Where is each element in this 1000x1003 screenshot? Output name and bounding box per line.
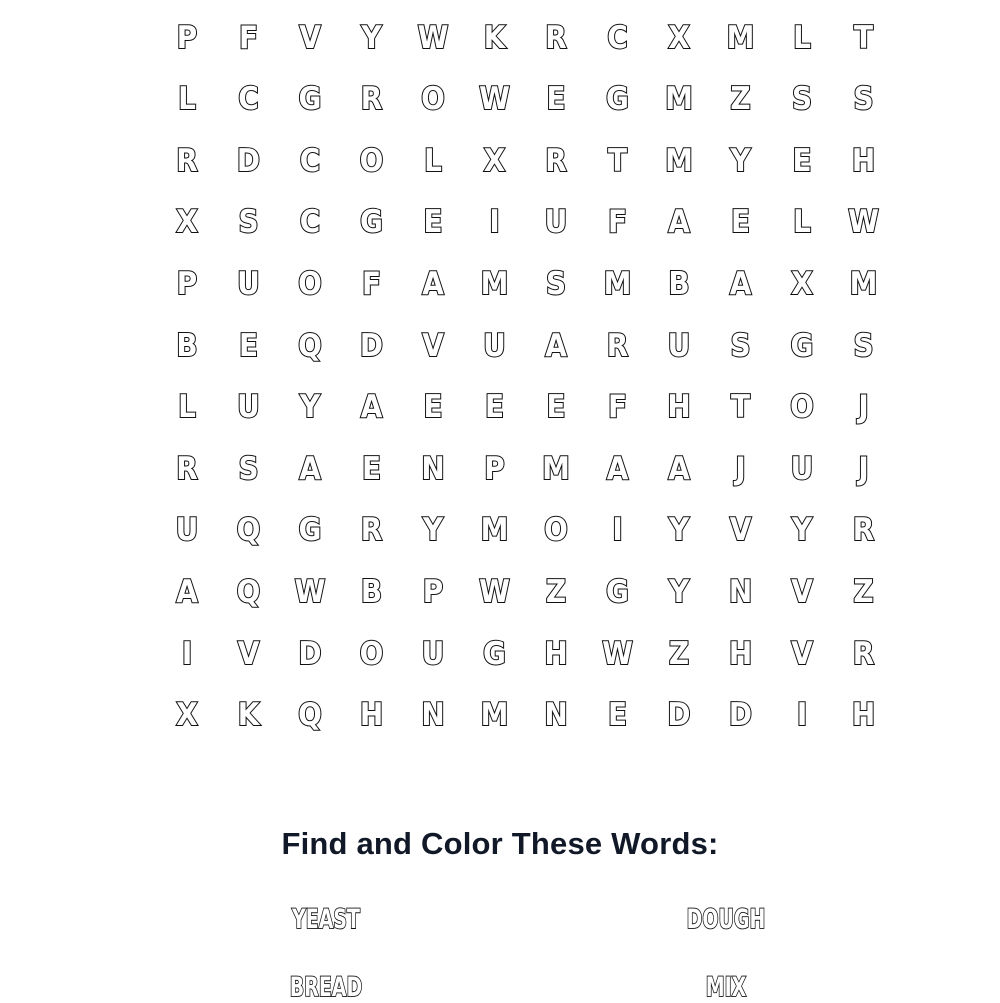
grid-letter[interactable]: A: [729, 265, 752, 302]
grid-letter[interactable]: E: [423, 389, 443, 426]
grid-letter[interactable]: A: [606, 450, 629, 487]
grid-letter[interactable]: N: [728, 573, 753, 610]
grid-letter[interactable]: W: [417, 19, 449, 56]
grid-letter[interactable]: Y: [730, 142, 751, 179]
grid-letter[interactable]: D: [667, 697, 691, 734]
grid-letter[interactable]: N: [421, 450, 445, 487]
grid-letter[interactable]: M: [542, 450, 570, 487]
grid-letter[interactable]: H: [728, 635, 753, 672]
grid-letter[interactable]: D: [728, 697, 753, 734]
grid-letter[interactable]: C: [299, 204, 321, 241]
grid-letter[interactable]: F: [361, 265, 382, 302]
grid-letter[interactable]: Z: [730, 81, 751, 118]
grid-letter[interactable]: L: [793, 204, 811, 241]
grid-letter[interactable]: T: [607, 142, 628, 179]
grid-letter[interactable]: U: [237, 265, 260, 302]
grid-letter[interactable]: I: [489, 204, 500, 241]
grid-letter[interactable]: Q: [236, 512, 261, 549]
grid-letter[interactable]: E: [792, 142, 812, 179]
grid-letter[interactable]: R: [360, 512, 383, 549]
grid-letter[interactable]: J: [735, 450, 746, 487]
grid-letter[interactable]: A: [360, 389, 383, 426]
grid-letter[interactable]: E: [423, 204, 443, 241]
grid-letter[interactable]: B: [668, 265, 690, 302]
word-dough: DOUGH: [686, 904, 766, 935]
grid-letter[interactable]: V: [729, 512, 752, 549]
grid-letter[interactable]: H: [544, 635, 568, 672]
grid-letter[interactable]: P: [176, 265, 198, 302]
grid-letter[interactable]: E: [607, 697, 628, 734]
grid-letter[interactable]: A: [299, 450, 321, 487]
grid-letter[interactable]: W: [479, 81, 510, 118]
grid-letter[interactable]: X: [483, 142, 506, 179]
grid-letter[interactable]: X: [176, 204, 198, 241]
grid-letter[interactable]: V: [791, 635, 813, 672]
grid-letter[interactable]: S: [791, 81, 813, 118]
grid-letter[interactable]: R: [176, 450, 198, 487]
grid-letter[interactable]: P: [484, 450, 505, 487]
grid-letter[interactable]: M: [603, 265, 632, 302]
grid-letter[interactable]: G: [790, 327, 814, 364]
grid-letter[interactable]: M: [665, 81, 693, 118]
grid-letter[interactable]: W: [848, 204, 879, 241]
grid-letter[interactable]: I: [796, 697, 808, 734]
grid-letter[interactable]: Q: [298, 697, 322, 734]
grid-letter[interactable]: M: [480, 697, 509, 734]
grid-letter[interactable]: O: [544, 512, 568, 549]
grid-letter[interactable]: F: [238, 19, 259, 56]
grid-letter[interactable]: G: [606, 81, 629, 118]
grid-letter[interactable]: K: [483, 19, 506, 56]
grid-letter[interactable]: F: [607, 204, 628, 241]
grid-letter[interactable]: A: [545, 327, 567, 364]
grid-letter[interactable]: Y: [299, 389, 321, 426]
grid-letter[interactable]: B: [360, 573, 383, 610]
grid-letter[interactable]: C: [607, 19, 628, 56]
grid-letter[interactable]: E: [546, 81, 566, 118]
grid-letter[interactable]: R: [545, 19, 567, 56]
grid-letter[interactable]: O: [298, 265, 322, 302]
grid-letter[interactable]: M: [665, 142, 693, 179]
grid-letter[interactable]: X: [176, 697, 198, 734]
grid-letter[interactable]: L: [178, 81, 196, 118]
grid-letter[interactable]: S: [853, 81, 874, 118]
grid-letter[interactable]: X: [668, 19, 690, 56]
grid-letter[interactable]: F: [607, 389, 628, 426]
grid-letter[interactable]: N: [544, 697, 568, 734]
grid-letter[interactable]: W: [479, 573, 510, 610]
grid-letter[interactable]: U: [421, 635, 445, 672]
grid-letter[interactable]: Z: [668, 635, 690, 672]
word-bread: BREAD: [289, 972, 363, 1003]
grid-letter[interactable]: E: [546, 389, 566, 426]
word-yeast: YEAST: [292, 904, 360, 935]
grid-letter[interactable]: L: [793, 19, 811, 56]
grid-letter[interactable]: A: [668, 450, 690, 487]
grid-letter[interactable]: U: [667, 327, 691, 364]
grid-letter[interactable]: A: [422, 265, 444, 302]
grid-letter[interactable]: E: [238, 327, 259, 364]
grid-letter[interactable]: A: [176, 573, 198, 610]
grid-letter[interactable]: Q: [298, 327, 322, 364]
grid-letter[interactable]: G: [298, 512, 322, 549]
grid-letter[interactable]: K: [237, 697, 260, 734]
grid-letter[interactable]: N: [421, 697, 445, 734]
grid-letter[interactable]: R: [176, 142, 198, 179]
grid-letter[interactable]: S: [853, 327, 874, 364]
grid-letter[interactable]: M: [480, 265, 509, 302]
grid-letter[interactable]: J: [858, 450, 869, 487]
grid-letter[interactable]: U: [544, 204, 568, 241]
grid-letter[interactable]: R: [606, 327, 629, 364]
grid-letter[interactable]: Z: [545, 573, 567, 610]
grid-letter[interactable]: M: [849, 265, 878, 302]
grid-letter[interactable]: D: [236, 142, 261, 179]
grid-letter[interactable]: S: [238, 450, 259, 487]
grid-letter[interactable]: T: [853, 19, 874, 56]
grid-letter[interactable]: H: [851, 697, 876, 734]
grid-letter[interactable]: H: [667, 389, 691, 426]
grid-letter[interactable]: I: [612, 512, 623, 549]
grid-letter[interactable]: L: [424, 142, 442, 179]
grid-letter[interactable]: C: [238, 81, 259, 118]
grid-letter[interactable]: M: [480, 512, 509, 549]
grid-letter[interactable]: P: [422, 573, 444, 610]
grid-letter[interactable]: R: [852, 635, 875, 672]
grid-letter[interactable]: O: [359, 142, 384, 179]
grid-letter[interactable]: G: [298, 81, 322, 118]
grid-letter[interactable]: U: [483, 327, 506, 364]
grid-letter[interactable]: R: [852, 512, 875, 549]
grid-letter[interactable]: H: [851, 142, 876, 179]
grid-letter[interactable]: D: [298, 635, 322, 672]
grid-letter[interactable]: Y: [791, 512, 813, 549]
grid-letter[interactable]: Z: [853, 573, 874, 610]
grid-letter[interactable]: E: [361, 450, 382, 487]
grid-letter[interactable]: R: [545, 142, 567, 179]
grid-letter[interactable]: Y: [361, 19, 382, 56]
grid-letter[interactable]: S: [730, 327, 751, 364]
grid-letter[interactable]: R: [360, 81, 383, 118]
grid-letter[interactable]: V: [299, 19, 321, 56]
grid-letter[interactable]: M: [726, 19, 755, 56]
grid-letter[interactable]: V: [422, 327, 444, 364]
grid-letter[interactable]: O: [359, 635, 384, 672]
grid-letter[interactable]: G: [606, 573, 629, 610]
grid-letter[interactable]: E: [730, 204, 751, 241]
grid-letter[interactable]: W: [602, 635, 633, 672]
grid-letter[interactable]: A: [668, 204, 690, 241]
grid-letter[interactable]: U: [237, 389, 260, 426]
grid-letter[interactable]: L: [178, 389, 196, 426]
grid-letter[interactable]: O: [421, 81, 445, 118]
grid-letter[interactable]: I: [181, 635, 193, 672]
word-mix: MIX: [705, 972, 747, 1003]
grid-letter[interactable]: X: [791, 265, 813, 302]
grid-letter[interactable]: G: [483, 635, 506, 672]
grid-letter[interactable]: O: [790, 389, 814, 426]
grid-letter[interactable]: S: [238, 204, 259, 241]
grid-letter[interactable]: Y: [668, 573, 690, 610]
grid-letter[interactable]: T: [730, 389, 751, 426]
grid-letter[interactable]: D: [359, 327, 384, 364]
grid-letter[interactable]: Q: [236, 573, 261, 610]
grid-letter[interactable]: Y: [422, 512, 444, 549]
grid-letter[interactable]: G: [360, 204, 383, 241]
grid-letter[interactable]: C: [299, 142, 321, 179]
grid-letter[interactable]: P: [176, 19, 198, 56]
grid-letter[interactable]: V: [237, 635, 260, 672]
grid-letter[interactable]: E: [484, 389, 505, 426]
grid-letter[interactable]: S: [545, 265, 567, 302]
grid-letter[interactable]: U: [175, 512, 199, 549]
grid-letter[interactable]: H: [359, 697, 384, 734]
grid-letter[interactable]: B: [176, 327, 198, 364]
word-list-heading: Find and Color These Words:: [281, 826, 719, 861]
grid-letter[interactable]: U: [790, 450, 814, 487]
grid-letter[interactable]: W: [294, 573, 326, 610]
grid-letter[interactable]: J: [858, 389, 869, 426]
grid-letter[interactable]: V: [791, 573, 813, 610]
grid-letter[interactable]: Y: [668, 512, 690, 549]
